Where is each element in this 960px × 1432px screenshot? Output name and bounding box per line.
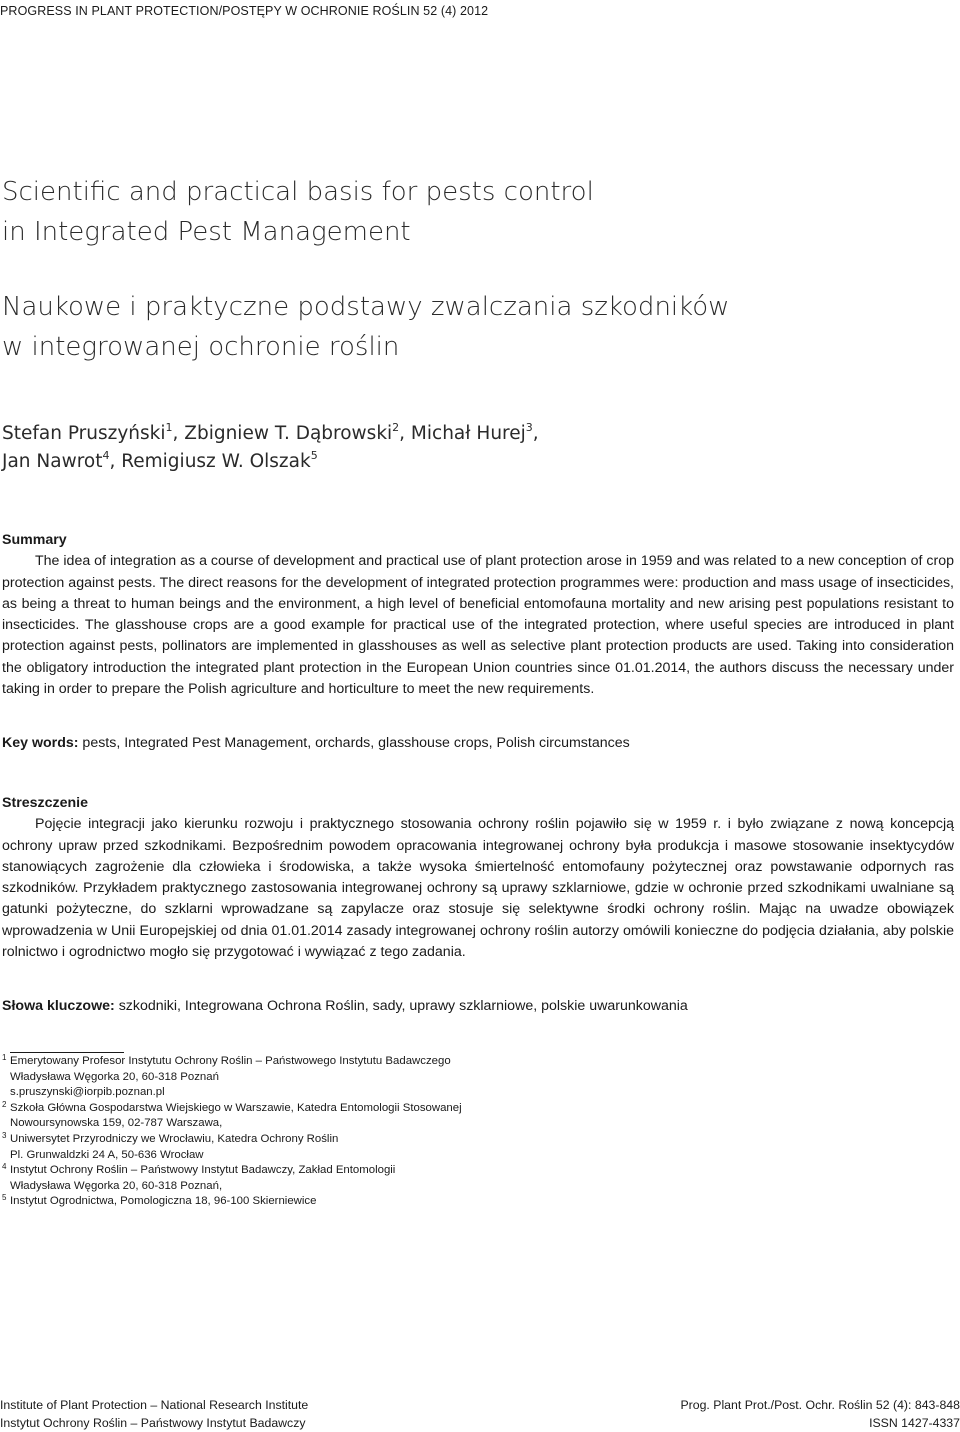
footnote-number: 3 [2,1128,6,1144]
summary-section [2,530,954,700]
title-english-line: in Integrated Pest Management [2,212,942,252]
author-name: Jan Nawrot [2,451,102,472]
footnote-email[interactable]: s.pruszynski@iorpib.poznan.pl [10,1085,602,1101]
summary-heading: Summary [2,530,954,551]
footnote-line: Władysława Węgorka 20, 60-318 Poznań [10,1070,602,1086]
slowa-kluczowe-text: szkodniki, Integrowana Ochrona Roślin, sady, uprawy szklarniowe, polskie uwarunkowania [115,998,688,1014]
author-name: Stefan Pruszyński [2,423,166,444]
slowa-kluczowe-label: Słowa kluczowe: [2,998,115,1014]
footnote-line: Szkoła Główna Gospodarstwa Wiejskiego w Warszawie, Katedra Entomologii Stosowanej [10,1101,602,1117]
footnote-2 [2,1101,602,1132]
streszczenie-text: Pojęcie integracji jako kierunku rozwoju i praktycznego stosowania ochrony roślin pojawiło się w 1959 r. i było związane z nową koncepcją ochrony upraw przed szkodnikami. Bezpośrednim powodem opracowania integrowanej ochrony była produkcja i masowe stosowanie insektycydów stanowiących zagrożenie dla człowieka i środowiska, a także wysoka śmiertelność entomofauny pożytecznej oraz powstawanie odpornych ras szkodników. Przykładem praktycznego zastosowania integrowanej ochrony są uprawy szklarniowe, gdzie w ochronie przed szkodnikami uwalniane są gatunki pożyteczne, do szklarni wprowadzane są zapylacze oraz stosuje się selektywne środki ochrony roślin. Mając na uwadze obowiązek wprowadzenia w Unii Europejskiej od dnia 01.01.2014 zasady integrowanej ochrony roślin autorzy omówili konieczne do podjęcia działania, aby polskie rolnictwo i ogrodnictwo mogło się przygotować i wywiązać z tego zadania. [2,814,954,963]
affiliation-marker: 5 [311,449,318,462]
footer-institute [0,1397,308,1432]
footnote-line: Pl. Grunwaldzki 24 A, 50-636 Wrocław [10,1148,602,1164]
footnote-line: Nowoursynowska 159, 02-787 Warszawa, [10,1116,602,1132]
author-name: , Remigiusz W. Olszak [109,451,310,472]
title-polish-line: Naukowe i praktyczne podstawy zwalczania szkodników [2,287,942,327]
footnote-line: Instytut Ogrodnictwa, Pomologiczna 18, 96-100 Skierniewice [10,1194,602,1210]
slowa-kluczowe [2,996,954,1017]
footnotes [2,1054,602,1210]
keywords [2,733,954,754]
footnote-5 [2,1194,602,1210]
title-english [2,172,942,252]
footer-line: Instytut Ochrony Roślin – Państwowy Instytut Badawczy [0,1415,308,1432]
footnote-4 [2,1163,602,1194]
title-polish-line: w integrowanej ochronie roślin [2,327,942,367]
author-separator: , [533,423,539,444]
title-polish [2,287,942,367]
affiliation-marker: 4 [102,449,109,462]
affiliation-marker: 1 [166,421,173,434]
summary-text: The idea of integration as a course of development and practical use of plant protection arose in 1959 and was related to a new conception of crop protection against pests. The direct reasons for the development of integrated protection programmes were: production and mass usage of insecticides, as being a threat to human beings and the environment, a high level of beneficial entomofauna mortality and new arising pest populations resistant to insecticides. The glasshouse crops are a good example for practical use of the integrated protection, where useful species are introduced in plant protection against pests, pollinators are implemented in glasshouses as well as selective plant protection products are used. Taking into consideration the obligatory introduction the integrated plant protection in the European Union countries since 01.01.2014, the authors discuss the necessary under taking in order to prepare the Polish agriculture and horticulture to meet the new requirements. [2,551,954,700]
author-name: , Michał Hurej [399,423,526,444]
footnote-number: 5 [2,1190,6,1206]
footnote-number: 2 [2,1097,6,1113]
keywords-label: Key words: [2,735,78,751]
footnote-number: 1 [2,1050,6,1066]
footer-line: Prog. Plant Prot./Post. Ochr. Roślin 52 (4): 843-848 [670,1397,960,1415]
footnote-line: Władysława Węgorka 20, 60-318 Poznań, [10,1179,602,1195]
author-name: , Zbigniew T. Dąbrowski [173,423,393,444]
streszczenie-section [2,793,954,963]
author-line [2,420,942,448]
affiliation-marker: 3 [526,421,533,434]
streszczenie-heading: Streszczenie [2,793,954,814]
title-english-line: Scientific and practical basis for pests control [2,172,942,212]
footer-line: Institute of Plant Protection – National Research Institute [0,1397,308,1415]
footnote-line: Uniwersytet Przyrodniczy we Wrocławiu, Katedra Ochrony Roślin [10,1132,602,1148]
author-list [2,420,942,476]
footnote-divider [10,1052,124,1053]
affiliation-marker: 2 [392,421,399,434]
footnote-3 [2,1132,602,1163]
footer-citation [670,1397,960,1432]
footnote-1 [2,1054,602,1101]
journal-header: PROGRESS IN PLANT PROTECTION/POSTĘPY W OCHRONIE ROŚLIN 52 (4) 2012 [0,4,488,18]
footnote-number: 4 [2,1159,6,1175]
author-line [2,448,942,476]
keywords-text: pests, Integrated Pest Management, orchards, glasshouse crops, Polish circumstances [78,735,629,751]
footnote-line: Instytut Ochrony Roślin – Państwowy Instytut Badawczy, Zakład Entomologii [10,1163,602,1179]
footnote-line: Emerytowany Profesor Instytutu Ochrony Roślin – Państwowego Instytutu Badawczego [10,1054,602,1070]
footer-line: ISSN 1427-4337 [670,1415,960,1432]
